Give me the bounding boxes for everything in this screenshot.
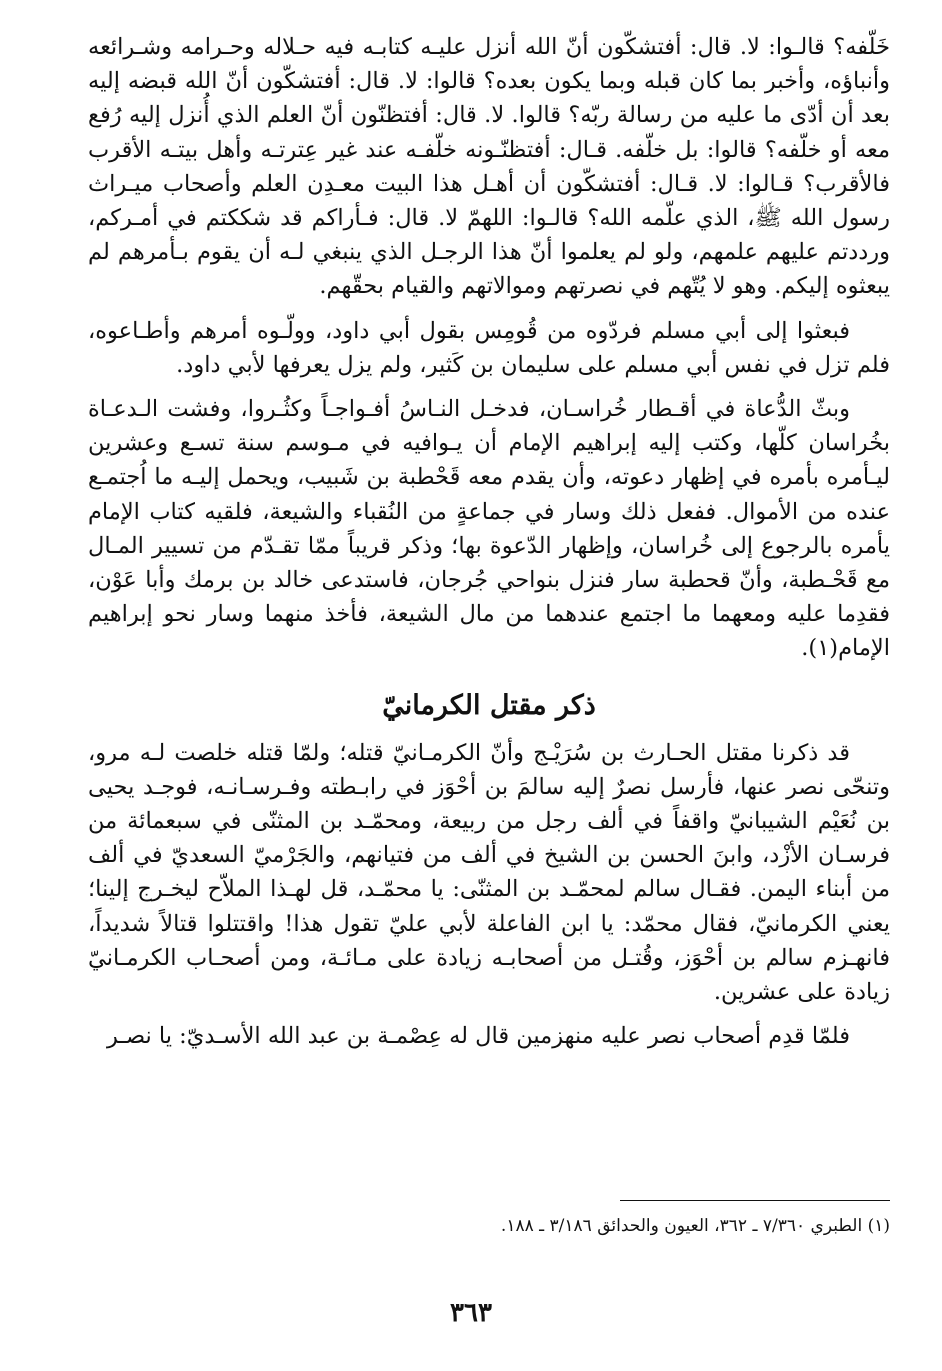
section-paragraph-1: قد ذكرنا مقتل الحـارث بن سُرَيْـج وأنّ الكرمـانيّ قتله؛ ولمّا قتله خلصت لـه مرو، وتنحّى نصر عنها، فأرسل نصرٌ إليه سالمَ بن أحْوَز في رابـطته وفـرسـانـه، فوجـد يحيى بن نُعَيْم الشيبانيّ واقفاً في ألف رجل من ربيعة، ومحمّـد بن المثنّى في سبعمائة من فرسـان الأزْد، وابنَ الحسن بن الشيخ في ألف من فتيانهم، والجَرْميّ السعديّ في ألف من أبناء اليمن. فقـال سالم لمحمّـد بن المثنّى: يا محمّـد، قل لهـذا الملاّح ليخـرج إلينا؛ يعني الكرمانيّ، فقال محمّد: يا ابن الفاعلة لأبي عليّ تقول هذا! واقتتلوا قتالاً شديداً، فانهـزم سالم بن أحْوَز، وقُتـل من أصحابـه زيادة على مـائـة، ومن أصحـاب الكرمـانيّ زيادة على عشرين. bbox=[88, 739, 890, 1006]
page-body bbox=[88, 30, 890, 1053]
section-heading: ذكر مقتل الكرمانيّ bbox=[382, 689, 596, 721]
paragraph-3: وبثّ الدُّعاة في أقـطار خُراسـان، فدخـل النـاسُ أفـواجـاً وكثُـروا، وفشت الـدعـاة بخُراسان كلّها، وكتب إليه إبراهيم الإمام أن يـوافيه في مـوسم سنة تسـع وعشرين ليـأمره بأمره في إظهار دعوته، وأن يقدم معه قَحْطبة بن شَبيب، ويحمل إليـه ما اُجتمـع عنده من الأموال. ففعل ذلك وسار في جماعةٍ من النُقباء والشيعة، فلقيه كتاب الإمام يأمره بالرجوع إلى خُراسان، وإظهار الدّعوة بها؛ وذكر قريباً ممّا تقـدّم من تسيير المـال مع قَحْـطبة، وأنّ قحطبة سار فنزل بنواحي جُرجان، فاستدعى خالد بن برمك وأبا عَوْن، فقدِما عليه ومعهما ما اجتمع عندهما من مال الشيعة، فأخذ منهما وسار نحو إبراهيم الإمام(١). bbox=[88, 396, 890, 662]
paragraph-2: فبعثوا إلى أبي مسلم فردّوه من قُومِس بقول أبي داود، وولّـوه أمرهم وأطـاعوه، فلم تزل في نفس أبي مسلم على سليمان بن كَثير، ولم يزل يعرفها لأبي داود. bbox=[88, 317, 890, 378]
page-number: ٣٦٣ bbox=[450, 1298, 492, 1328]
footnote: (١) الطبري ٧/٣٦٠ ـ ٣٦٢، العيون والحدائق ٣/١٨٦ ـ ١٨٨. bbox=[500, 1216, 890, 1236]
footnote-divider bbox=[620, 1200, 890, 1201]
paragraph-1: خَلّفه؟ قالـوا: لا. قال: أفتشكّون أنّ الله أنزل عليـه كتابـه فيه حـلاله وحـرامه وشـرائعه وأنباؤه، وأخبر بما كان قبله وبما يكون بعده؟ قالوا: لا. قال: أفتشكّون أنّ الله قبضه إليه بعد أن أدّى ما عليه من رسالة ربّه؟ قالوا. لا. قال: أفتظنّون أنّ العلم الذي أُنزل إليه رُفع معه أو خلّفه؟ قالوا: بل خلّفه. قـال: أفتظنّـونه خلّفـه عند غير عِترتـه وأهل بيتـه الأقرب فالأقرب؟ قـالوا: لا. قـال: أفتشكّون أن أهـل هذا البيت معـدِن العلم وأصحاب ميـراث رسول الله ﷺ، الذي علّمه الله؟ قالـوا: اللهمّ لا. قال: فـأراكم قد شككتم في أمـركم، ورددتم عليهم علمهم، ولو لم يعلموا أنّ هذا الرجـل الذي ينبغي لـه أن يقوم بـأمرهم لم يبعثوه إليكم. وهو لا يُتّهم في نصرتهم وموالاتهم والقيام بحقّهم. bbox=[88, 34, 890, 300]
section-paragraph-2: فلمّا قدِم أصحاب نصر عليه منهزمين قال له عِصْمـة بن عبد الله الأسـديّ: يا نصـر bbox=[106, 1023, 850, 1050]
